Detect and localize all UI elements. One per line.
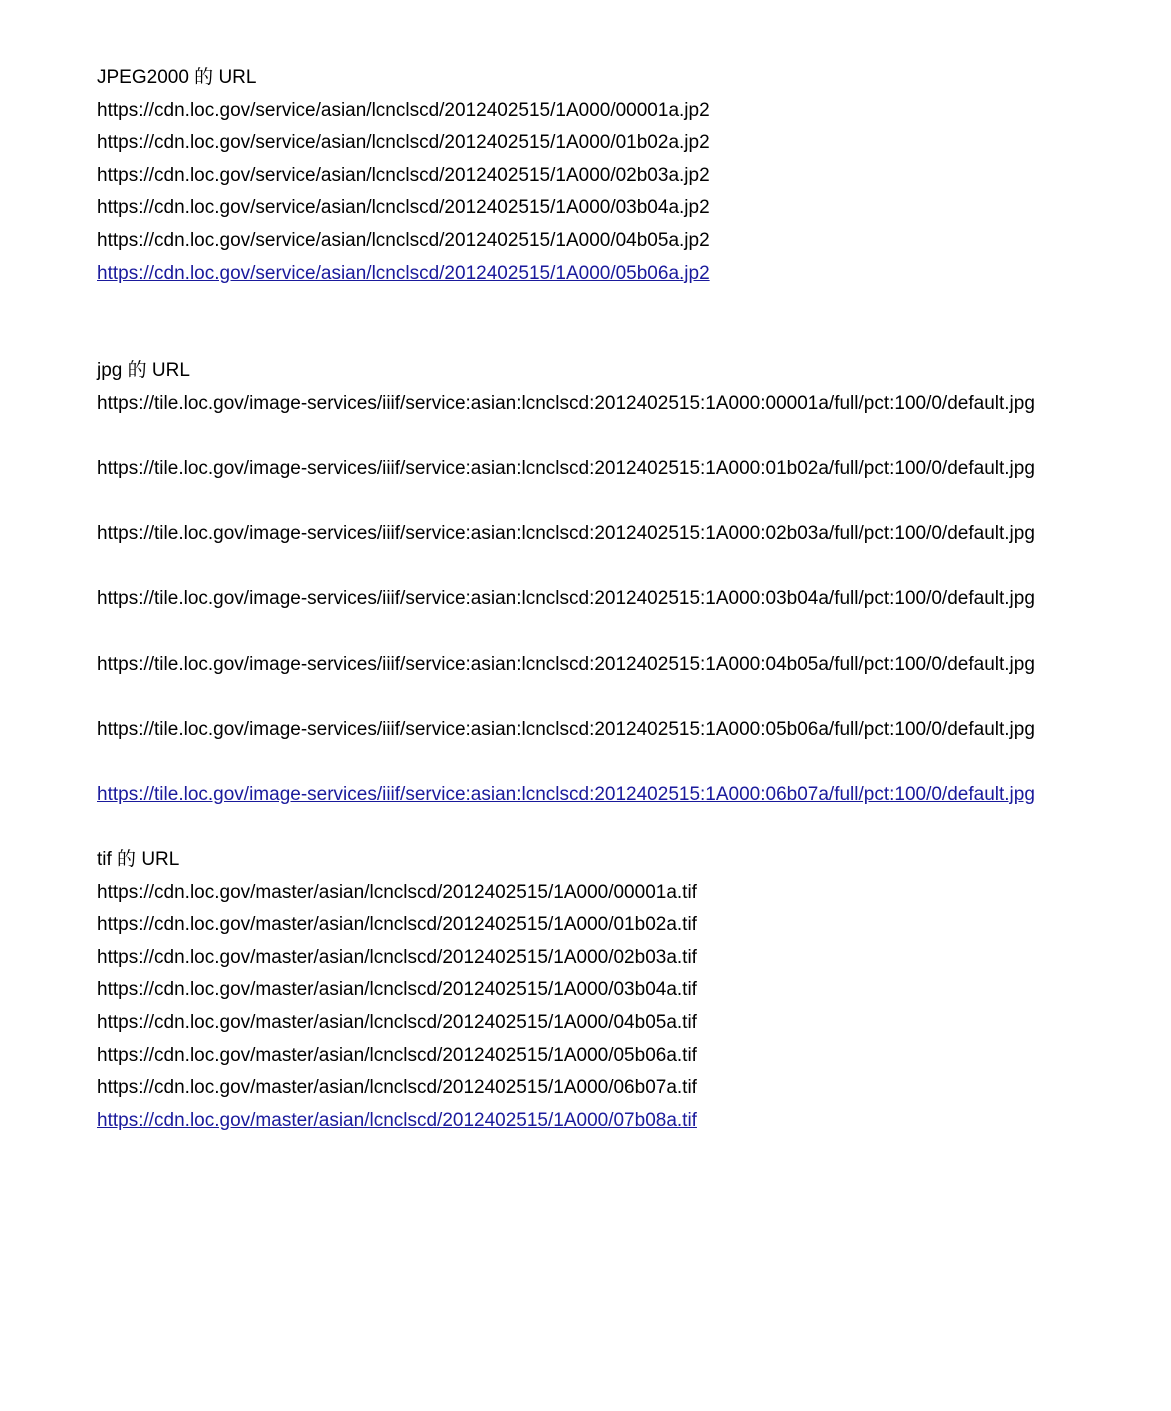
jpg-url-3: https://tile.loc.gov/image-services/iiif/service:asian:lcnclscd:2012402515:1A000:02b03a/full/pct:100/0/default.jpg [97, 523, 1035, 545]
tif-url-7: https://cdn.loc.gov/master/asian/lcnclscd/2012402515/1A000/06b07a.tif [97, 1077, 697, 1099]
paragraph-spacer [97, 420, 1099, 453]
jpg-heading: jpg 的 URL [97, 360, 190, 382]
jp2-url-2: https://cdn.loc.gov/service/asian/lcnclscd/2012402515/1A000/01b02a.jp2 [97, 132, 710, 154]
section-spacer [97, 290, 1099, 355]
jp2-url-3: https://cdn.loc.gov/service/asian/lcnclscd/2012402515/1A000/02b03a.jp2 [97, 164, 710, 186]
document-page [97, 62, 1099, 1137]
tif-url-8-link[interactable]: https://cdn.loc.gov/master/asian/lcnclscd/2012402515/1A000/07b08a.tif [97, 1109, 697, 1131]
jpg-url-1: https://tile.loc.gov/image-services/iiif/service:asian:lcnclscd:2012402515:1A000:00001a/full/pct:100/0/default.jpg [97, 392, 1035, 414]
jp2-url-6-link[interactable]: https://cdn.loc.gov/service/asian/lcnclscd/2012402515/1A000/05b06a.jp2 [97, 262, 710, 284]
tif-url-6: https://cdn.loc.gov/master/asian/lcnclscd/2012402515/1A000/05b06a.tif [97, 1044, 697, 1066]
jpg-url-2: https://tile.loc.gov/image-services/iiif/service:asian:lcnclscd:2012402515:1A000:01b02a/full/pct:100/0/default.jpg [97, 457, 1035, 479]
jp2-section [97, 62, 1099, 290]
tif-heading: tif 的 URL [97, 849, 180, 871]
jpg-url-7-link[interactable]: https://tile.loc.gov/image-services/iiif/service:asian:lcnclscd:2012402515:1A000:06b07a/full/pct:100/0/default.jpg [97, 783, 1035, 805]
tif-url-4: https://cdn.loc.gov/master/asian/lcnclscd/2012402515/1A000/03b04a.tif [97, 979, 697, 1001]
paragraph-spacer [97, 746, 1099, 779]
tif-section [97, 844, 1099, 1137]
jp2-url-4: https://cdn.loc.gov/service/asian/lcnclscd/2012402515/1A000/03b04a.jp2 [97, 197, 710, 219]
tif-url-3: https://cdn.loc.gov/master/asian/lcnclscd/2012402515/1A000/02b03a.tif [97, 946, 697, 968]
paragraph-spacer [97, 486, 1099, 519]
jpg-url-6: https://tile.loc.gov/image-services/iiif/service:asian:lcnclscd:2012402515:1A000:05b06a/full/pct:100/0/default.jpg [97, 718, 1035, 740]
tif-url-2: https://cdn.loc.gov/master/asian/lcnclscd/2012402515/1A000/01b02a.tif [97, 914, 697, 936]
paragraph-spacer [97, 616, 1099, 649]
paragraph-spacer [97, 551, 1099, 584]
jp2-heading: JPEG2000 的 URL [97, 67, 257, 88]
jpg-section [97, 355, 1099, 811]
jpg-url-4: https://tile.loc.gov/image-services/iiif/service:asian:lcnclscd:2012402515:1A000:03b04a/full/pct:100/0/default.jpg [97, 588, 1035, 610]
jp2-url-5: https://cdn.loc.gov/service/asian/lcnclscd/2012402515/1A000/04b05a.jp2 [97, 229, 710, 251]
paragraph-spacer [97, 681, 1099, 714]
tif-url-1: https://cdn.loc.gov/master/asian/lcnclscd/2012402515/1A000/00001a.tif [97, 881, 697, 903]
section-spacer [97, 811, 1099, 844]
tif-url-5: https://cdn.loc.gov/master/asian/lcnclscd/2012402515/1A000/04b05a.tif [97, 1012, 697, 1034]
jp2-url-1: https://cdn.loc.gov/service/asian/lcnclscd/2012402515/1A000/00001a.jp2 [97, 99, 710, 121]
jpg-url-5: https://tile.loc.gov/image-services/iiif/service:asian:lcnclscd:2012402515:1A000:04b05a/full/pct:100/0/default.jpg [97, 653, 1035, 675]
